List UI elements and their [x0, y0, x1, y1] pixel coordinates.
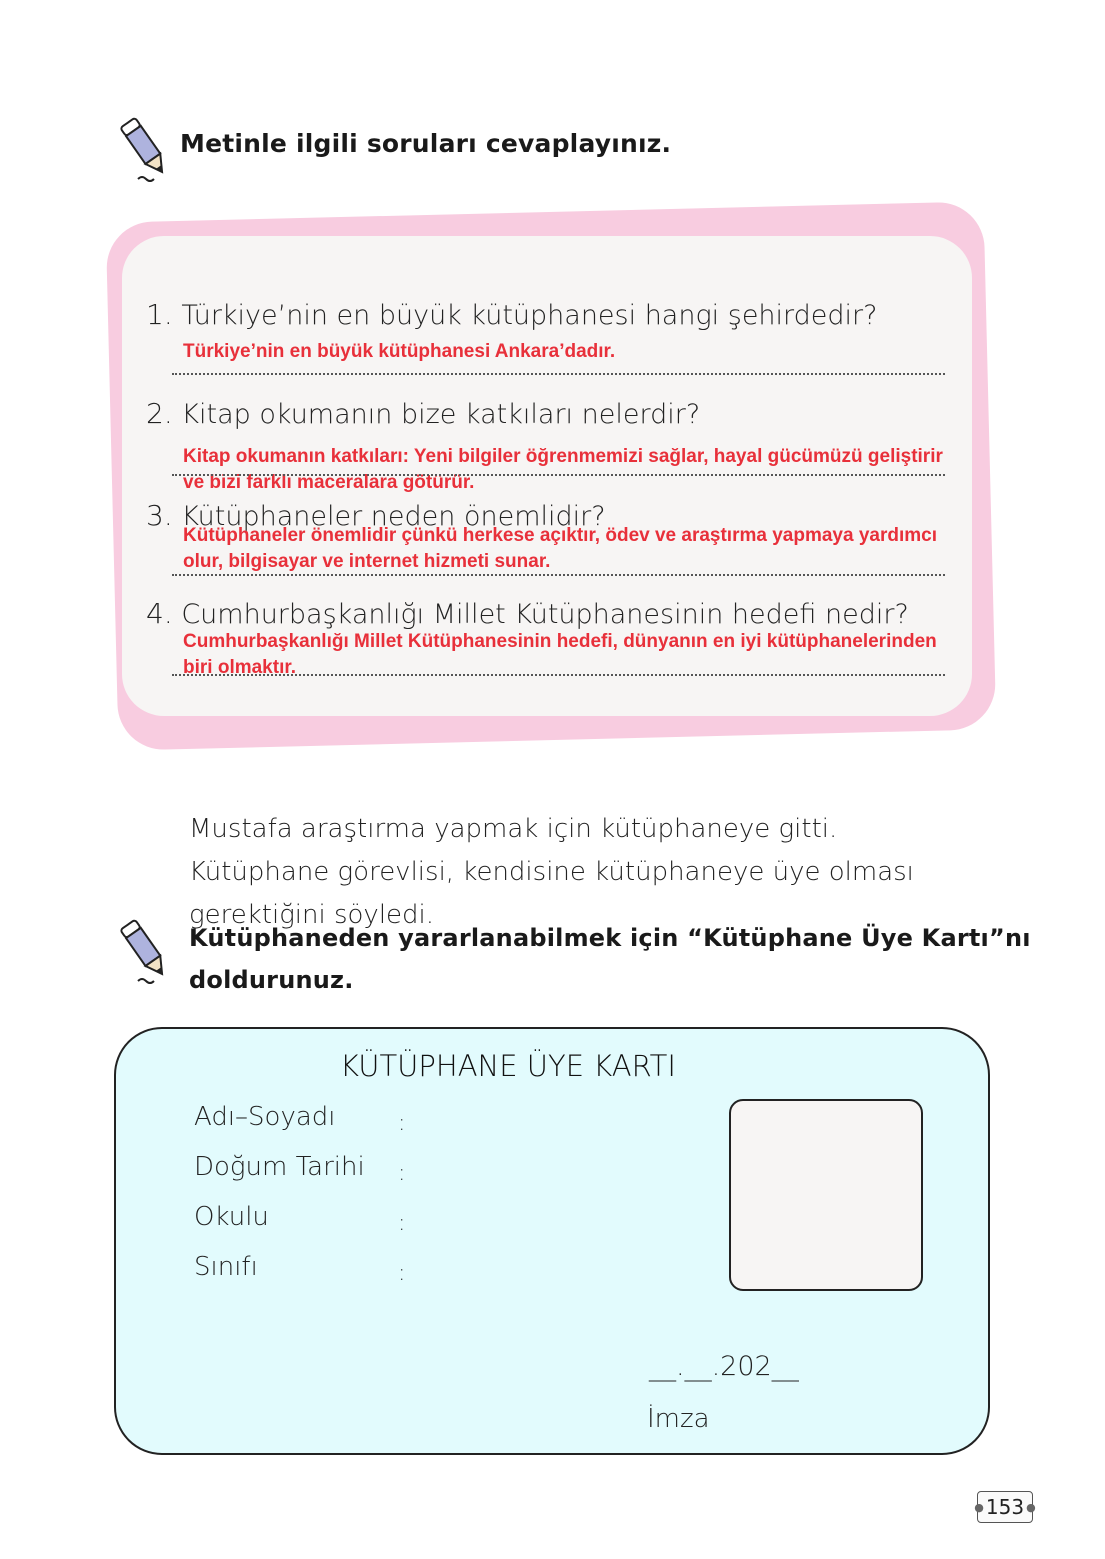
- section2-instruction: Kütüphaneden yararlanabilmek için “Kütüphane Üye Kartı”nı doldurunuz.: [189, 924, 1031, 994]
- answer-line-1[interactable]: [172, 373, 945, 375]
- field-name-input[interactable]: :: [398, 1111, 406, 1136]
- field-birthdate-input[interactable]: :: [398, 1161, 406, 1186]
- question-4: 4. Cumhurbaşkanlığı Millet Kütüphanesinin hedefi nedir?: [146, 597, 909, 630]
- field-birthdate-label: Doğum Tarihi: [194, 1152, 365, 1182]
- section1-instruction: Metinle ilgili soruları cevaplayınız.: [180, 129, 672, 158]
- photo-box[interactable]: [729, 1099, 923, 1291]
- field-class-label: Sınıfı: [194, 1252, 258, 1282]
- page-number: ● 153 ●: [977, 1491, 1033, 1523]
- field-school-label: Okulu: [194, 1202, 269, 1232]
- answer-line-4[interactable]: [172, 674, 945, 676]
- field-name-label: Adı–Soyadı: [194, 1102, 336, 1132]
- story-paragraph: Mustafa araştırma yapmak için kütüphaneye gitti. Kütüphane görevlisi, kendisine kütüphaneye üye olması gerektiğini söyledi.: [189, 814, 914, 930]
- signature-label: İmza: [647, 1404, 710, 1434]
- date-field[interactable]: __.__.202__: [649, 1351, 799, 1382]
- answer-1: Türkiye’nin en büyük kütüphanesi Ankara’dadır.: [183, 341, 616, 362]
- card-title: KÜTÜPHANE ÜYE KARTI: [340, 1049, 676, 1083]
- answer-line-2[interactable]: [172, 474, 945, 476]
- answer-4: Cumhurbaşkanlığı Millet Kütüphanesinin hedefi, dünyanın en iyi kütüphanelerinden biri olmaktır.: [183, 631, 937, 678]
- field-school-input[interactable]: :: [398, 1211, 406, 1236]
- answer-3: Kütüphaneler önemlidir çünkü herkese açıktır, ödev ve araştırma yapmaya yardımcı olur, bilgisayar ve internet hizmeti sunar.: [183, 525, 937, 572]
- answer-2: Kitap okumanın katkıları: Yeni bilgiler öğrenmemizi sağlar, hayal gücümüzü geliştirir ve bizi farklı maceralara götürür.: [183, 446, 943, 493]
- question-3: 3. Kütüphaneler neden önemlidir?: [146, 499, 606, 532]
- pencil-icon: [116, 113, 176, 183]
- pencil-icon: [116, 915, 176, 985]
- field-class-input[interactable]: :: [398, 1261, 406, 1286]
- question-2: 2. Kitap okumanın bize katkıları nelerdir?: [146, 397, 701, 430]
- answer-line-3[interactable]: [172, 574, 945, 576]
- question-1: 1. Türkiye’nin en büyük kütüphanesi hangi şehirdedir?: [146, 298, 878, 331]
